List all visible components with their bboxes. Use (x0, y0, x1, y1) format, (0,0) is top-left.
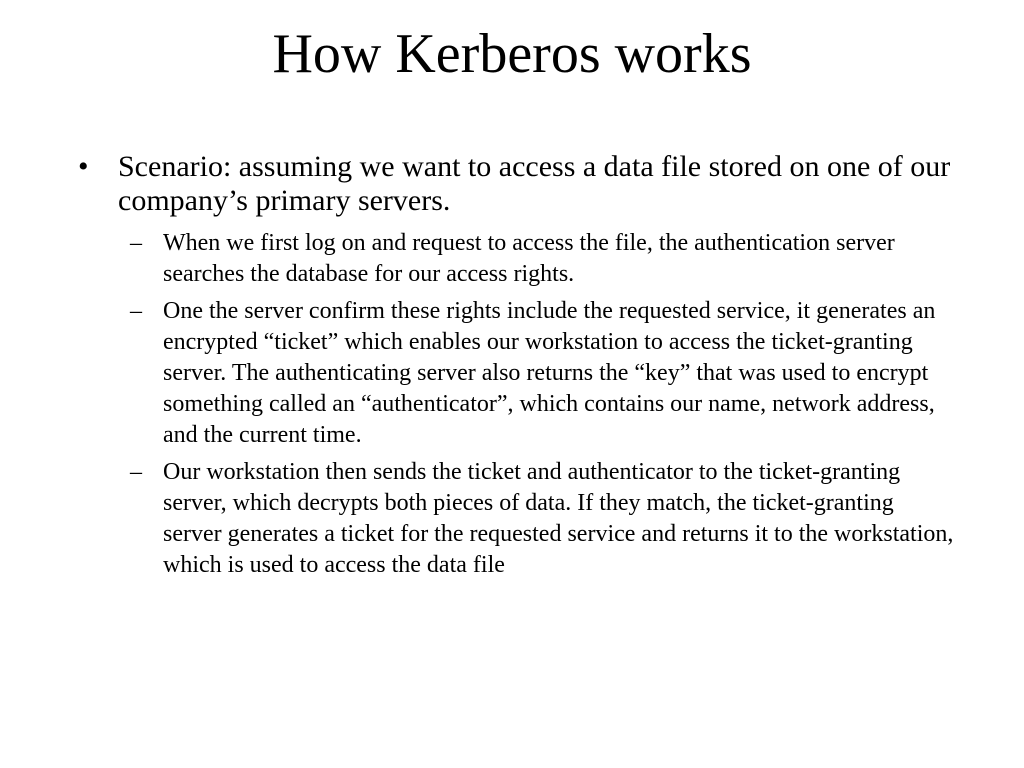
dash-marker: – (130, 298, 142, 324)
bullet-marker: • (78, 150, 89, 183)
sub-bullet-item-logon (118, 228, 958, 290)
slide-content (78, 150, 958, 587)
sub-bullet-text: Our workstation then sends the ticket and authenticator to the ticket-granting server, which decrypts both pieces of data. If they match, the ticket-granting server generates a ticket for the requested service and returns it to the workstation, which is used to access the data file (163, 459, 954, 578)
sub-bullet-item-ticket (118, 296, 958, 451)
dash-marker: – (130, 459, 142, 485)
sub-bullet-item-workstation (118, 457, 958, 581)
sub-bullet-list (78, 228, 958, 581)
dash-marker: – (130, 230, 142, 256)
bullet-item-scenario (78, 150, 958, 218)
sub-bullet-text: One the server confirm these rights include the requested service, it generates an encrypted “ticket” which enables our workstation to access the ticket-granting server. The authenticating server also returns the “key” that was used to encrypt something called an “authenticator”, which contains our name, network address, and the current time. (163, 298, 936, 448)
bullet-text: Scenario: assuming we want to access a data file stored on one of our company’s primary servers. (118, 150, 951, 217)
slide-title: How Kerberos works (272, 23, 752, 85)
sub-bullet-text: When we first log on and request to access the file, the authentication server searches the database for our access rights. (163, 230, 895, 287)
